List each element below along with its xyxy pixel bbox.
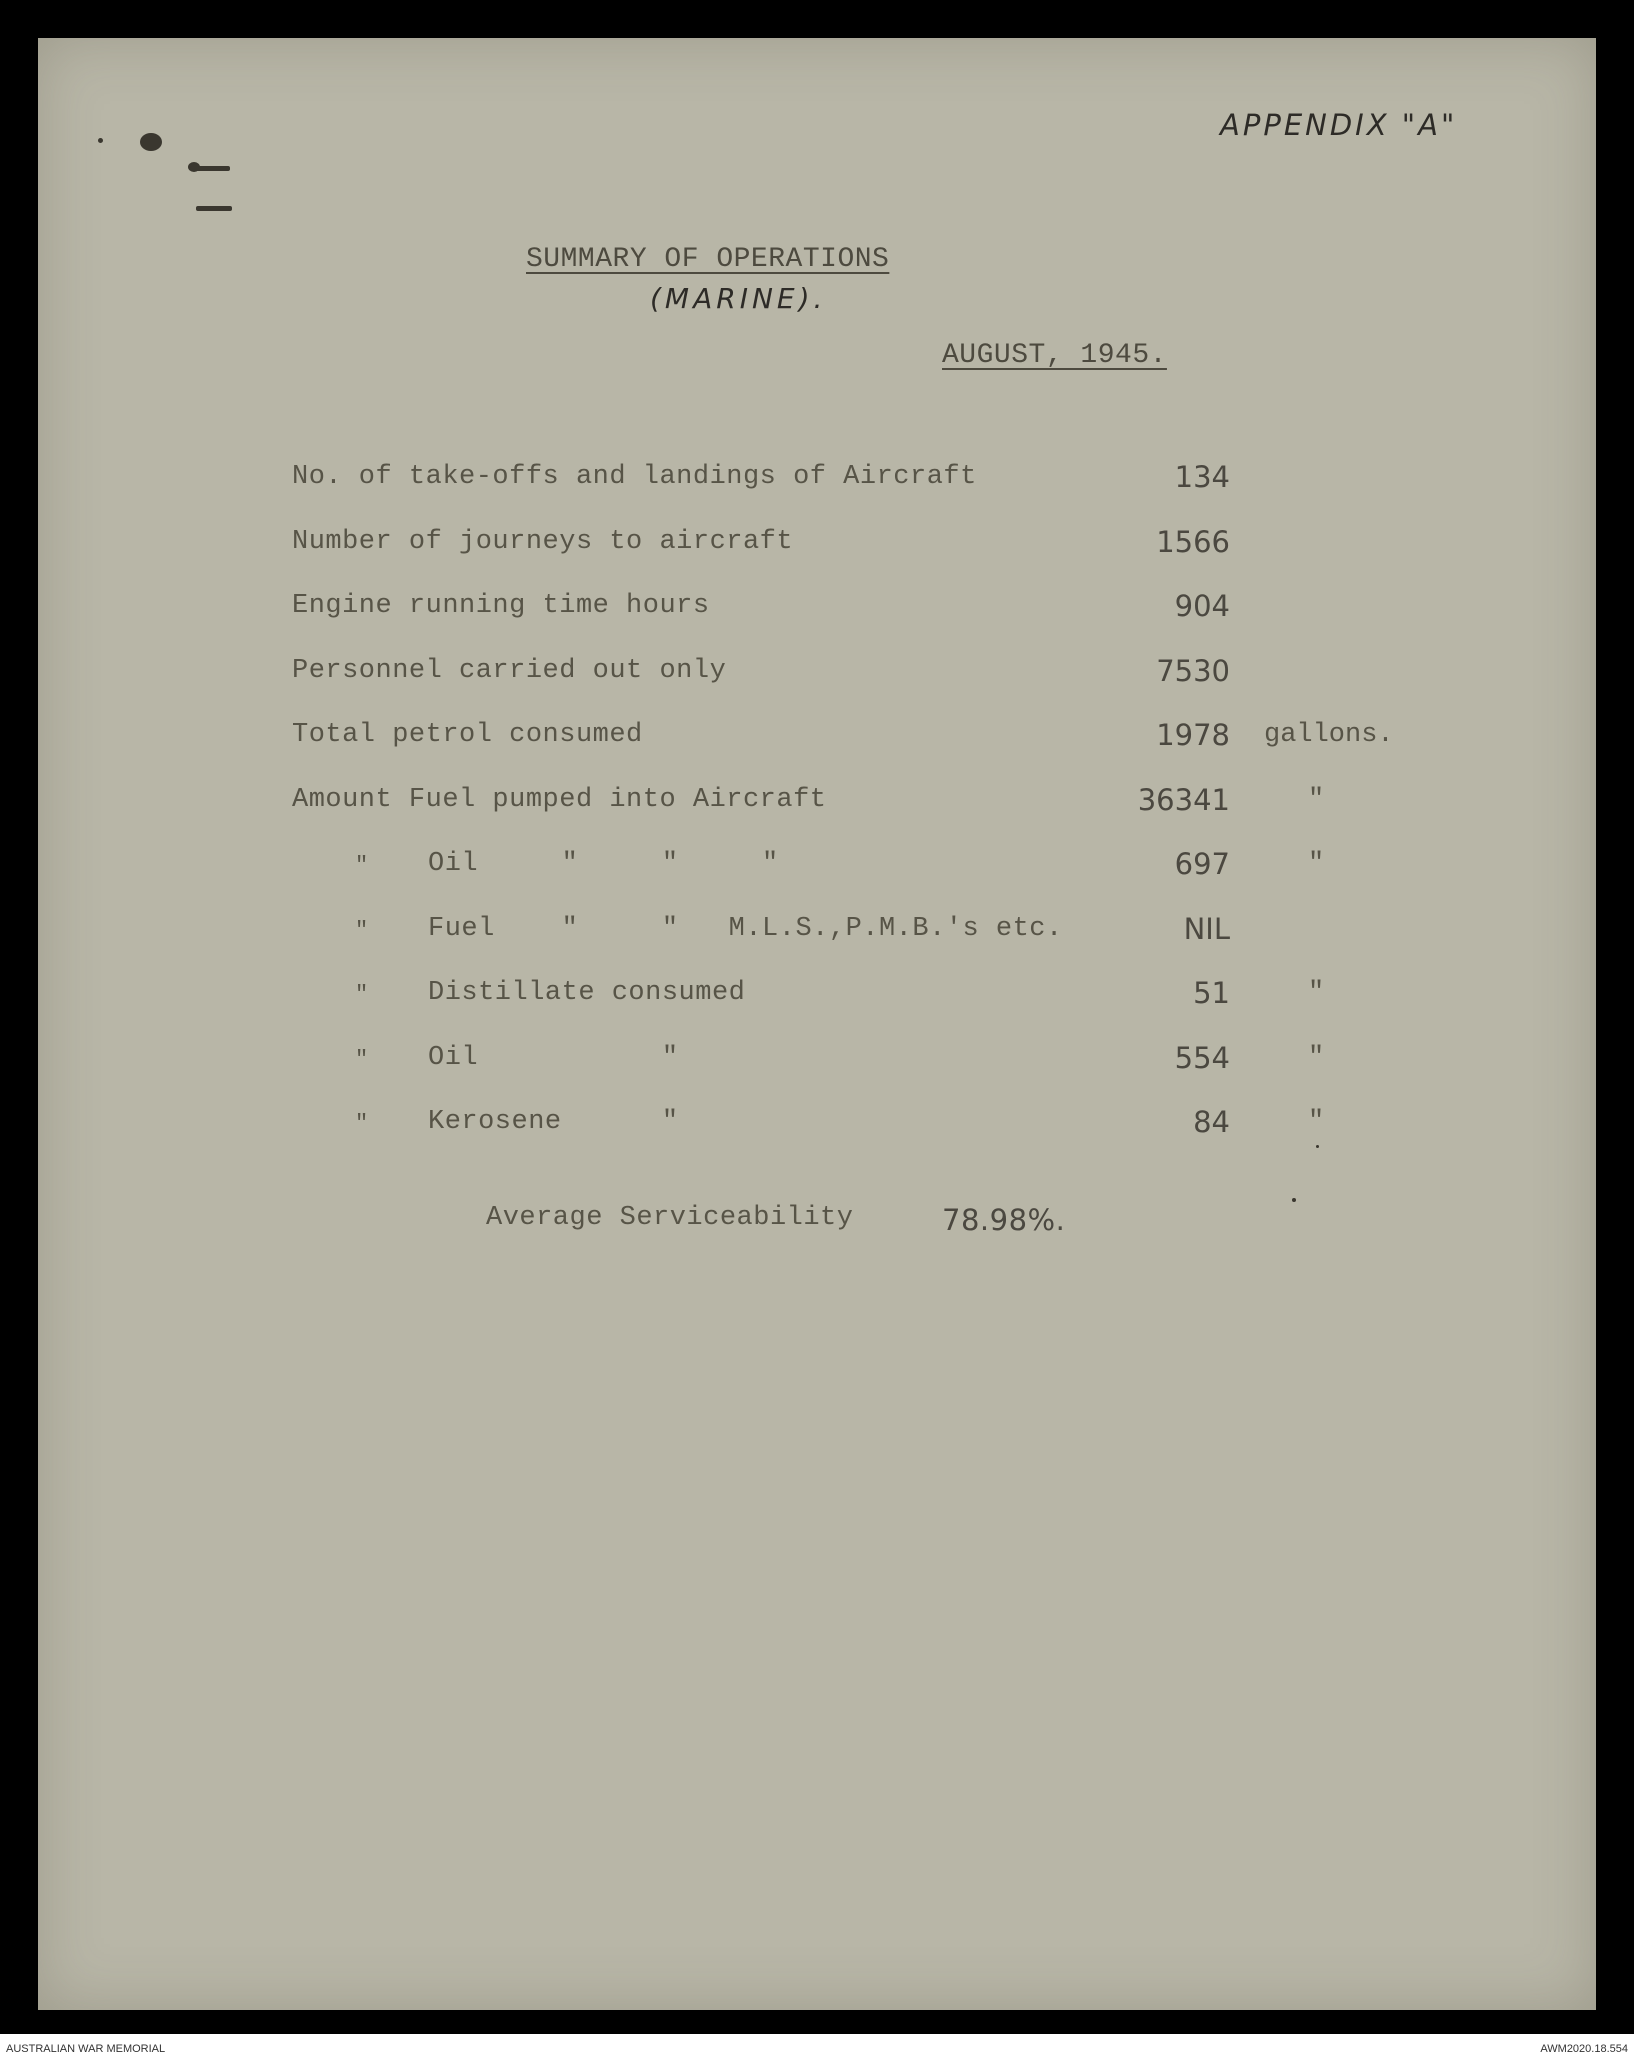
row-value: 36341 — [1137, 783, 1230, 817]
table-row — [0, 527, 1558, 567]
appendix-annotation: APPENDIX "A" — [1220, 108, 1458, 142]
archive-footer — [0, 2034, 1634, 2061]
row-label: Amount Fuel pumped into Aircraft — [292, 785, 827, 815]
ink-dash — [196, 206, 232, 211]
table-row — [0, 914, 1558, 954]
row-unit: " — [1308, 1107, 1325, 1137]
row-unit: " — [1308, 849, 1325, 879]
ditto-mark: " — [355, 1047, 369, 1072]
row-value: 697 — [1174, 847, 1230, 881]
table-row — [0, 591, 1558, 631]
row-unit: gallons. — [1264, 720, 1394, 750]
page-subtitle: (MARINE). — [650, 282, 827, 315]
row-value: 84 — [1193, 1105, 1230, 1139]
row-label: Engine running time hours — [292, 591, 710, 621]
row-unit: " — [1308, 978, 1325, 1008]
page-title: SUMMARY OF OPERATIONS — [526, 244, 890, 275]
row-unit: " — [1308, 785, 1325, 815]
row-unit: " — [1308, 1043, 1325, 1073]
table-row — [0, 849, 1558, 889]
table-row — [0, 1107, 1558, 1147]
table-row — [0, 785, 1558, 825]
average-serviceability-label: Average Serviceability — [486, 1203, 854, 1233]
row-label: Oil " — [428, 1043, 679, 1073]
ink-blot — [98, 138, 103, 143]
row-label: Personnel carried out only — [292, 656, 727, 686]
row-value: 51 — [1193, 976, 1230, 1010]
row-value: 7530 — [1156, 654, 1230, 688]
ditto-mark: " — [355, 1111, 369, 1136]
row-label: Oil " " " — [428, 849, 779, 879]
archive-name: AUSTRALIAN WAR MEMORIAL — [6, 2043, 166, 2055]
row-label: Kerosene " — [428, 1107, 679, 1137]
ink-blot — [140, 133, 162, 151]
row-value: NIL — [1183, 912, 1230, 946]
ink-dash — [190, 166, 230, 171]
document-page — [38, 38, 1596, 2010]
archive-reference: AWM2020.18.554 — [1540, 2043, 1628, 2055]
row-value: 1978 — [1156, 718, 1230, 752]
row-value: 904 — [1174, 589, 1230, 623]
row-value: 134 — [1174, 460, 1230, 494]
row-label: Distillate consumed — [428, 978, 746, 1008]
table-row — [0, 978, 1558, 1018]
row-value: 554 — [1174, 1041, 1230, 1075]
average-serviceability-value: 78.98%. — [942, 1203, 1066, 1237]
ditto-mark: " — [355, 918, 369, 943]
row-label: No. of take-offs and landings of Aircraft — [292, 462, 977, 492]
row-label: Fuel " " M.L.S.,P.M.B.'s etc. — [428, 914, 1063, 944]
table-row — [0, 720, 1558, 760]
table-row — [0, 656, 1558, 696]
report-date: AUGUST, 1945. — [942, 340, 1167, 371]
row-label: Number of journeys to aircraft — [292, 527, 794, 557]
row-value: 1566 — [1156, 525, 1230, 559]
row-label: Total petrol consumed — [292, 720, 643, 750]
ink-dot — [1292, 1198, 1296, 1202]
ditto-mark: " — [355, 853, 369, 878]
ditto-mark: " — [355, 982, 369, 1007]
table-row — [0, 1043, 1558, 1083]
table-row — [0, 462, 1558, 502]
